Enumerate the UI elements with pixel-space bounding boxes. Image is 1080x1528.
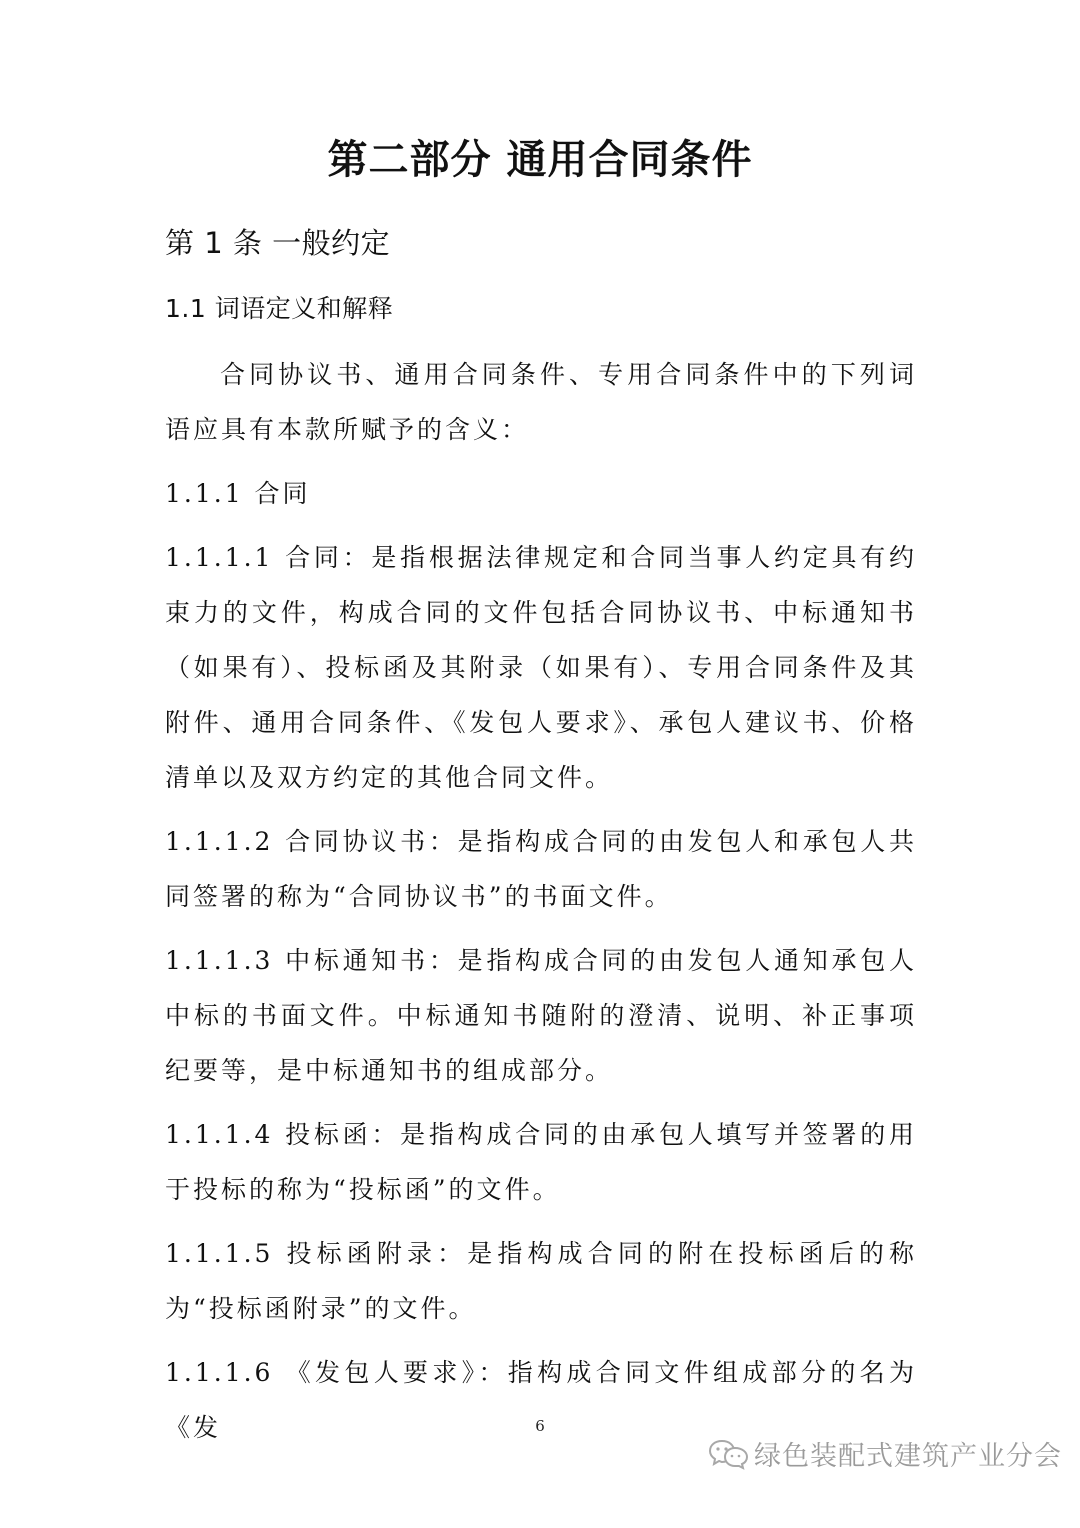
intro-paragraph: 合同协议书、通用合同条件、专用合同条件中的下列词语应具有本款所赋予的含义：: [165, 360, 917, 444]
clause-1-1-1: 1.1.1 合同: [165, 479, 311, 508]
watermark-text: 绿色装配式建筑产业分会: [754, 1440, 1062, 1472]
clause-1-1-1-1: 1.1.1.1 合同：是指根据法律规定和合同当事人约定具有约束力的文件，构成合同的文件包括合同协议书、中标通知书（如果有）、投标函及其附录（如果有）、专用合同条件及其附件、通用合同条件、《发包人要求》、承包人建议书、价格清单以及双方约定的其他合同文件。: [165, 543, 917, 792]
document-body: [165, 347, 917, 1464]
clause-1-1-1-6: 1.1.1.6 《发包人要求》：指构成合同文件组成部分的名为《发: [165, 1358, 917, 1442]
section-heading: 1.1 词语定义和解释: [165, 294, 394, 323]
clause-1-1-1-4: 1.1.1.4 投标函：是指构成合同的由承包人填写并签署的用于投标的称为“投标函”的文件。: [165, 1120, 917, 1204]
article-heading: 第 1 条 一般约定: [165, 226, 391, 260]
clause-1-1-1-3: 1.1.1.3 中标通知书：是指构成合同的由发包人通知承包人中标的书面文件。中标通知书随附的澄清、说明、补正事项纪要等，是中标通知书的组成部分。: [165, 946, 917, 1085]
wechat-icon: [708, 1436, 750, 1470]
clause-1-1-1-2: 1.1.1.2 合同协议书：是指构成合同的由发包人和承包人共同签署的称为“合同协议书”的书面文件。: [165, 827, 917, 911]
clause-1-1-1-5: 1.1.1.5 投标函附录：是指构成合同的附在投标函后的称为“投标函附录”的文件。: [165, 1239, 917, 1323]
document-title: 第二部分 通用合同条件: [327, 137, 753, 183]
watermark: [708, 1429, 1062, 1477]
page-number: 6: [535, 1417, 545, 1435]
